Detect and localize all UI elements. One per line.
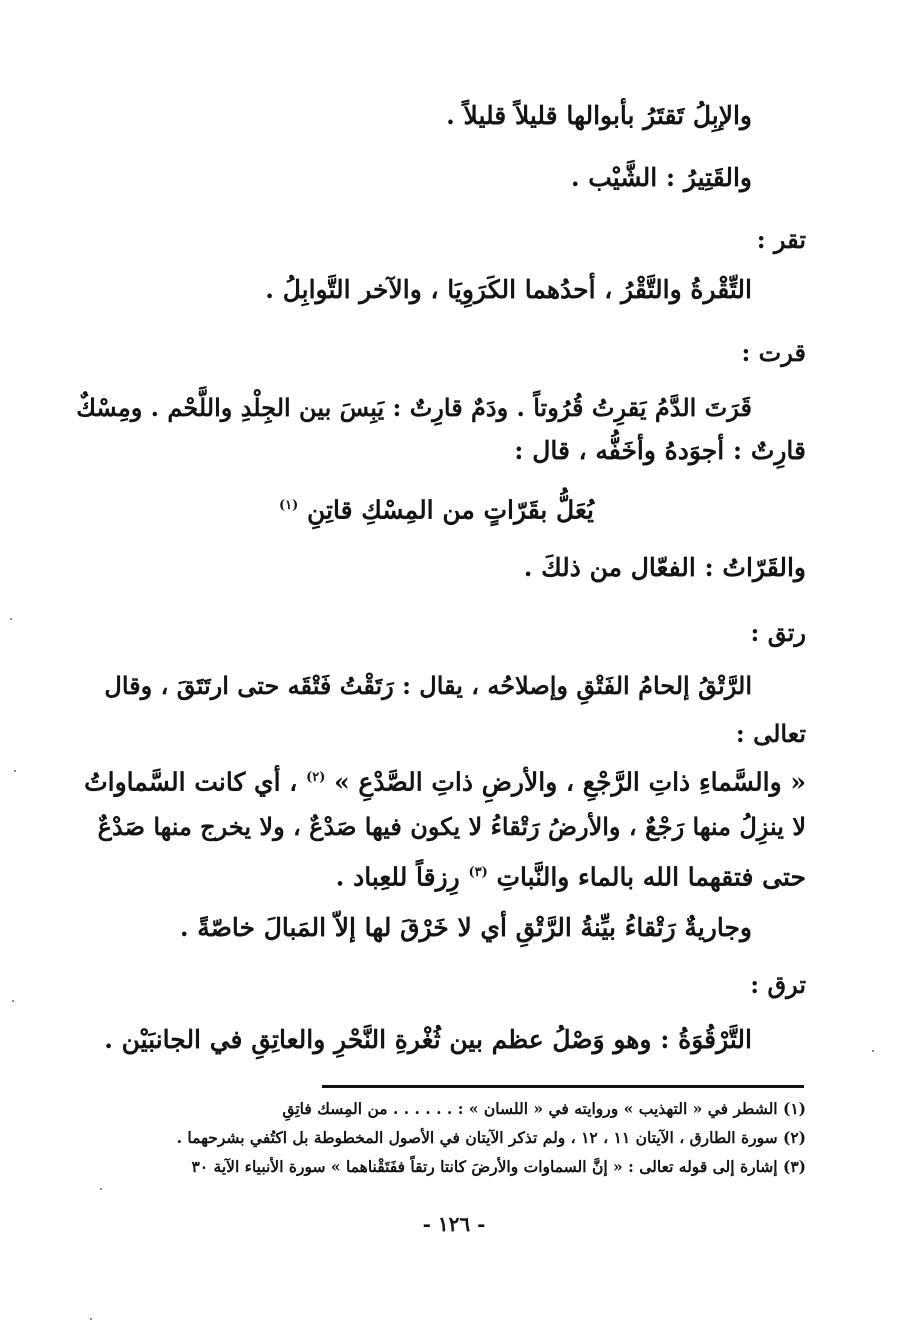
text-line: والقَتِيرُ : الشَّيْب . <box>570 163 752 192</box>
scan-speck <box>872 1050 874 1052</box>
verse-text: يُعَلُّ بقَرّاتٍ من المِسْكِ قاتِنِ <box>306 495 594 525</box>
text-line: الرَّتْقُ إلحامُ الفَتْقِ وإصلاحُه ، يقال : رَتَقْتُ فَتْقَه حتى ارتَتَقَ ، وقال <box>104 671 752 700</box>
footnote-ref-1: (١) <box>278 498 299 513</box>
text-line-continuation: ، أي كانت السَّماواتُ <box>84 767 298 797</box>
footnote-ref-2: (٢) <box>306 770 326 785</box>
footnote-2: (٢) سورة الطارق ، الآيتان ١١ ، ١٢ ، ولم تذكر الآيتان في الأصول المخطوطة بل اكتُفي بشرحهما . <box>176 1128 806 1147</box>
text-line: والإبِلُ تَقتَرُ بأبوالها قليلاً قليلاً . <box>446 101 752 130</box>
footnote-3: (٣) إشارة إلى قوله تعالى : « إنَّ السماوات والأرضَ كانتا رتقاً ففَتَقْناهما » سورة الأنبياء الآية ٣٠ <box>191 1157 806 1176</box>
footnote-ref-3: (٣) <box>468 865 488 880</box>
text-line: تعالى : <box>735 719 806 748</box>
text-fragment: رِزقاً للعِباد . <box>335 862 460 892</box>
scan-speck <box>10 618 12 620</box>
scan-speck <box>90 1318 92 1320</box>
scan-speck <box>100 1188 102 1190</box>
entry-heading-qart: قرت : <box>741 338 806 367</box>
page-number: - ١٢٦ - <box>422 1212 486 1236</box>
entry-heading-ratq: رتق : <box>750 618 806 647</box>
verse-line <box>279 488 594 528</box>
text-line <box>84 760 806 800</box>
entry-heading-tarq: ترق : <box>750 970 806 999</box>
footnote-separator <box>322 1085 804 1088</box>
footnote-1: (١) الشطر في « التهذيب » وروايته في « اللسان » : . . . . . . من المِسك فاتِقِ <box>282 1099 806 1118</box>
scan-speck <box>12 1000 14 1002</box>
text-line: وجاريةٌ رَتْقاءُ بيِّنةُ الرَّتْقِ أي لا خَرْقَ لها إلاّ المَبالَ خاصّةً . <box>179 913 752 942</box>
text-line: التَّرْقُوَةُ : وهو وَصْلُ عظم بين ثُغْرةِ النَّحْرِ والعاتِقِ في الجانبَيْن . <box>104 1025 752 1054</box>
text-fragment: حتى فتقهما الله بالماء والنَّباتِ <box>496 862 806 892</box>
text-line: والقَرّاتُ : الفعّال من ذلكَ . <box>523 553 806 582</box>
scan-speck <box>14 770 16 772</box>
text-line: التِّقْرةُ والتَّقْرُ ، أحدُهما الكَرَوِيَا ، والآخر التَّوابِلُ . <box>265 275 752 304</box>
text-line: لا ينزِلُ منها رَجْعٌ ، والأرضُ رَتْقاءُ لا يكون فيها صَدْعٌ ، ولا يخرج منها صَدْعٌ <box>97 812 806 841</box>
quran-quote: « والسَّماءِ ذاتِ الرَّجْعِ ، والأرضِ ذاتِ الصَّدْعِ » <box>334 767 806 797</box>
text-line: قارِتٌ : أجوَدهُ وأخَفُّه ، قال : <box>514 436 806 465</box>
text-line <box>336 855 806 895</box>
text-line: قَرَتَ الدَّمُ يَقرِتُ قُرُوتاً . ودَمٌ قارِتٌ : يَبِسَ بين الجِلْدِ واللَّحْم . ومِسْكٌ <box>76 393 752 422</box>
entry-heading-taqr: تقر : <box>756 225 806 254</box>
